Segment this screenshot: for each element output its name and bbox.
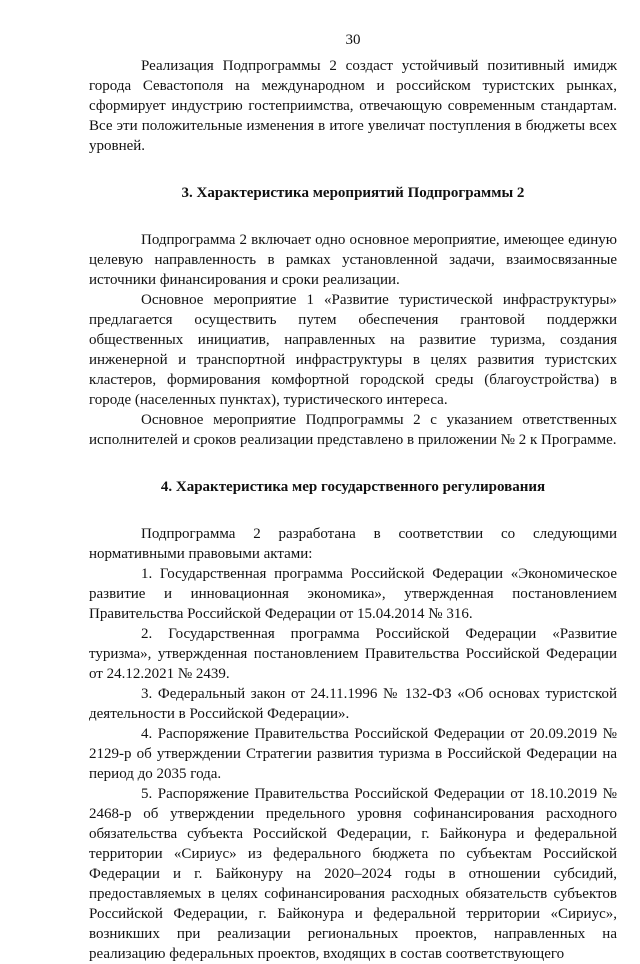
section-4-list-item: 3. Федеральный закон от 24.11.1996 № 132-ФЗ «Об основах туристской деятельности в Российской Федерации». [89, 686, 617, 722]
section-3-heading: 3. Характеристика мероприятий Подпрограммы 2 [181, 185, 525, 201]
section-4-list-item: 1. Государственная программа Российской Федерации «Экономическое развитие и инновационная экономика», утвержденная постановлением Правительства Российской Федерации от 15.04.2014 № 316. [89, 566, 617, 622]
section-4-paragraph: Подпрограмма 2 разработана в соответствии со следующими нормативными правовыми актами: [89, 526, 617, 562]
page-number: 30 [345, 32, 361, 48]
document-page [89, 30, 617, 964]
intro-paragraph: Реализация Подпрограммы 2 создаст устойчивый позитивный имидж города Севастополя на международном и российском туристских рынках, сформирует индустрию гостеприимства, отвечающую современным стандартам. Все эти положительные изменения в итоге увеличат поступления в бюджеты всех уровней. [89, 58, 617, 154]
section-4-list-item: 2. Государственная программа Российской Федерации «Развитие туризма», утвержденная постановлением Правительства Российской Федерации от 24.12.2021 № 2439. [89, 626, 617, 682]
section-4-heading: 4. Характеристика мер государственного регулирования [160, 479, 546, 495]
section-3-paragraph: Основное мероприятие Подпрограммы 2 с указанием ответственных исполнителей и сроков реализации представлено в приложении № 2 к Программе. [89, 412, 617, 448]
section-3-paragraph: Основное мероприятие 1 «Развитие туристической инфраструктуры» предлагается осуществить путем обеспечения грантовой поддержки общественных инициатив, направленных на развитие туризма, создания инженерной и транспортной инфраструктуры в целях развития туристских кластеров, формирования комфортной городской среды (благоустройства) в городе (населенных пунктах), туристического интереса. [89, 292, 617, 408]
section-4-list-item: 4. Распоряжение Правительства Российской Федерации от 20.09.2019 № 2129-р об утверждении Стратегии развития туризма в Российской Федерации на период до 2035 года. [89, 726, 617, 782]
section-3-paragraph: Подпрограмма 2 включает одно основное мероприятие, имеющее единую целевую направленность в рамках установленной задачи, взаимосвязанные источники финансирования и сроки реализации. [89, 232, 617, 288]
section-4-list-item: 5. Распоряжение Правительства Российской Федерации от 18.10.2019 № 2468-р об утверждении предельного уровня софинансирования расходного обязательства субъекта Российской Федерации, г. Байконура и федеральной территории «Сириус» из федерального бюджета по субъектам Российской Федерации и г. Байконуру на 2020–2024 годы в отношении субсидий, предоставляемых в целях софинансирования расходных обязательств субъектов Российской Федерации, г. Байконура и федеральной территории «Сириус», возникших при реализации региональных проектов, направленных на реализацию федеральных проектов, входящих в состав соответствующего [89, 786, 617, 962]
